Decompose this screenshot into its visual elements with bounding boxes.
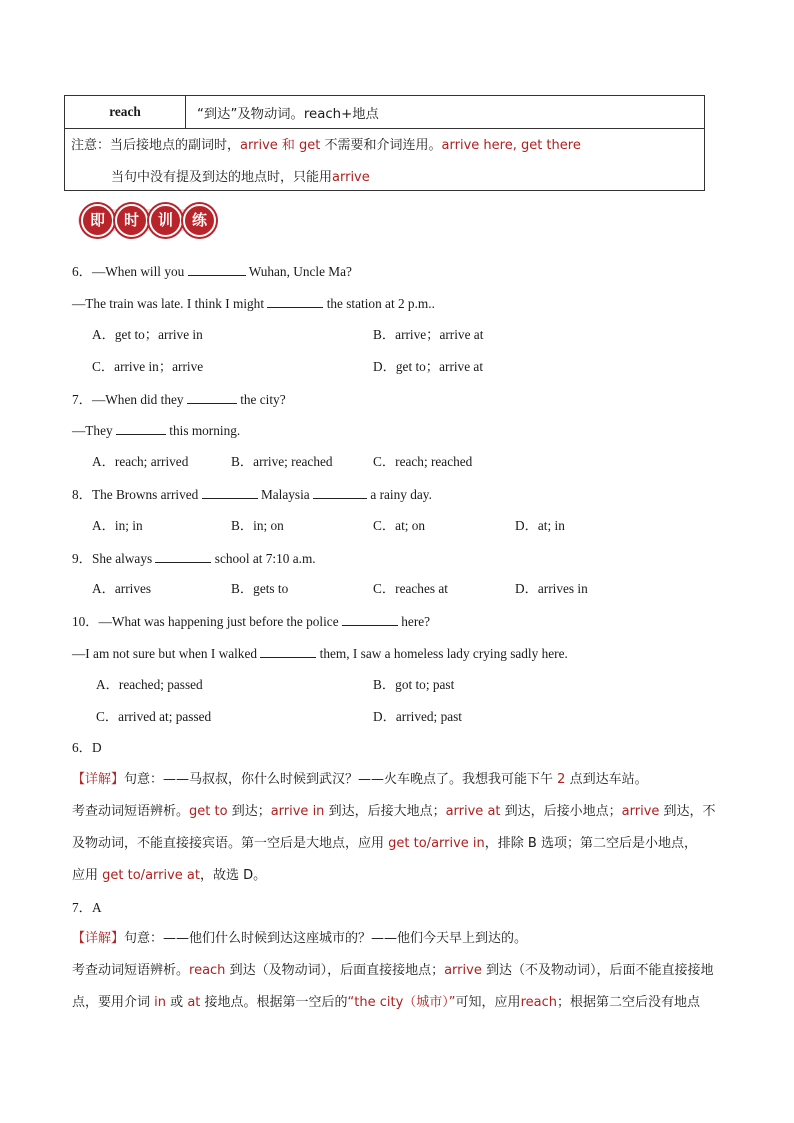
q8-option-c: C．at; on <box>373 518 426 533</box>
term-cell: reach <box>65 96 186 128</box>
detail-label: 【详解】 <box>72 931 125 946</box>
note-label: 注意： <box>71 138 111 153</box>
answer-7-meaning: 【详解】句意：——他们什么时候到达这座城市的？——他们今天早上到达的。 <box>72 931 528 946</box>
q10-option-a: A．reached; passed <box>96 677 203 692</box>
q10-line1: 10．—What was happening just before the police here? <box>72 614 431 629</box>
q9-option-c: C．reaches at <box>373 581 448 596</box>
badge-char-2: 时 <box>115 204 148 237</box>
answer-6-para-2: 及物动词，不能直接接宾语。第一空后是大地点，应用 get to/arrive in，排除 B 选项；第二空后是小地点， <box>72 836 697 851</box>
answer-7-para-2: 点，要用介词 in 或 at 接地点。根据第一空后的“the city（城市）”可知，应用reach；根据第二空后没有地点 <box>72 995 700 1010</box>
q8-blank-2 <box>313 485 367 499</box>
q7-option-c: C．reach; reached <box>373 454 473 469</box>
answer-6-meaning: 【详解】句意：——马叔叔，你什么时候到武汉？——火车晚点了。我想我可能下午 2 点到达车站。 <box>72 772 648 787</box>
note-table-row <box>65 96 704 129</box>
q7-line2: —They this morning. <box>72 423 241 438</box>
q7-line1: 7．—When did they the city? <box>72 392 286 407</box>
q7-option-b: B．arrive; reached <box>231 454 333 469</box>
q9-line1: 9．She always school at 7:10 a.m. <box>72 551 316 566</box>
badge-char-1: 即 <box>81 204 114 237</box>
note-line-2: 当句中没有提及到达的地点时，只能用arrive <box>111 170 370 185</box>
answer-6-para-1: 考查动词短语辨析。get to 到达；arrive in 到达，后接大地点；arrive at 到达，后接小地点；arrive 到达，不 <box>72 804 716 819</box>
q7-blank-2 <box>116 421 166 435</box>
badge-char-4: 练 <box>183 204 216 237</box>
q10-option-c: C．arrived at; passed <box>96 709 212 724</box>
q9-option-d: D．arrives in <box>515 581 588 596</box>
q10-blank-1 <box>342 612 398 626</box>
answer-7-para-1: 考查动词短语辨析。reach 到达（及物动词），后面直接接地点；arrive 到达（不及物动词），后面不能直接接地 <box>72 963 714 978</box>
q7-option-a: A．reach; arrived <box>92 454 189 469</box>
q8-line1: 8．The Browns arrived Malaysia a rainy day. <box>72 487 432 502</box>
q6-option-a: A．get to；arrive in <box>92 327 203 342</box>
q6-option-c: C．arrive in；arrive <box>92 359 204 374</box>
badge-char-3: 训 <box>149 204 182 237</box>
q8-option-d: D．at; in <box>515 518 565 533</box>
q8-blank-1 <box>202 485 258 499</box>
q8-option-a: A．in; in <box>92 518 143 533</box>
q6-option-b: B．arrive；arrive at <box>373 327 484 342</box>
q10-line2: —I am not sure but when I walked them, I saw a homeless lady crying sadly here. <box>72 646 568 661</box>
q6-blank-2 <box>267 294 323 308</box>
answer-7: 7．A <box>72 900 102 915</box>
q10-option-d: D．arrived; past <box>373 709 462 724</box>
answer-6-para-3: 应用 get to/arrive at，故选 D。 <box>72 868 267 883</box>
q10-option-b: B．got to; past <box>373 677 455 692</box>
detail-label: 【详解】 <box>72 772 125 787</box>
note-line-1: 注意：当后接地点的副词时，arrive 和 get 不需要和介词连用。arrive here, get there <box>71 138 581 153</box>
q8-option-b: B．in; on <box>231 518 284 533</box>
note-table <box>64 95 705 191</box>
q9-option-a: A．arrives <box>92 581 152 596</box>
q9-option-b: B．gets to <box>231 581 289 596</box>
q7-blank-1 <box>187 390 237 404</box>
definition-cell: “到达”及物动词。reach+地点 <box>197 107 379 122</box>
q6-option-d: D．get to；arrive at <box>373 359 484 374</box>
q10-blank-2 <box>260 644 316 658</box>
q6-blank-1 <box>188 262 246 276</box>
q9-blank-1 <box>155 549 211 563</box>
q6-line2: —The train was late. I think I might the station at 2 p.m.. <box>72 296 435 311</box>
q6-line1: 6．—When will you Wuhan, Uncle Ma? <box>72 264 352 279</box>
answer-6: 6．D <box>72 740 102 755</box>
